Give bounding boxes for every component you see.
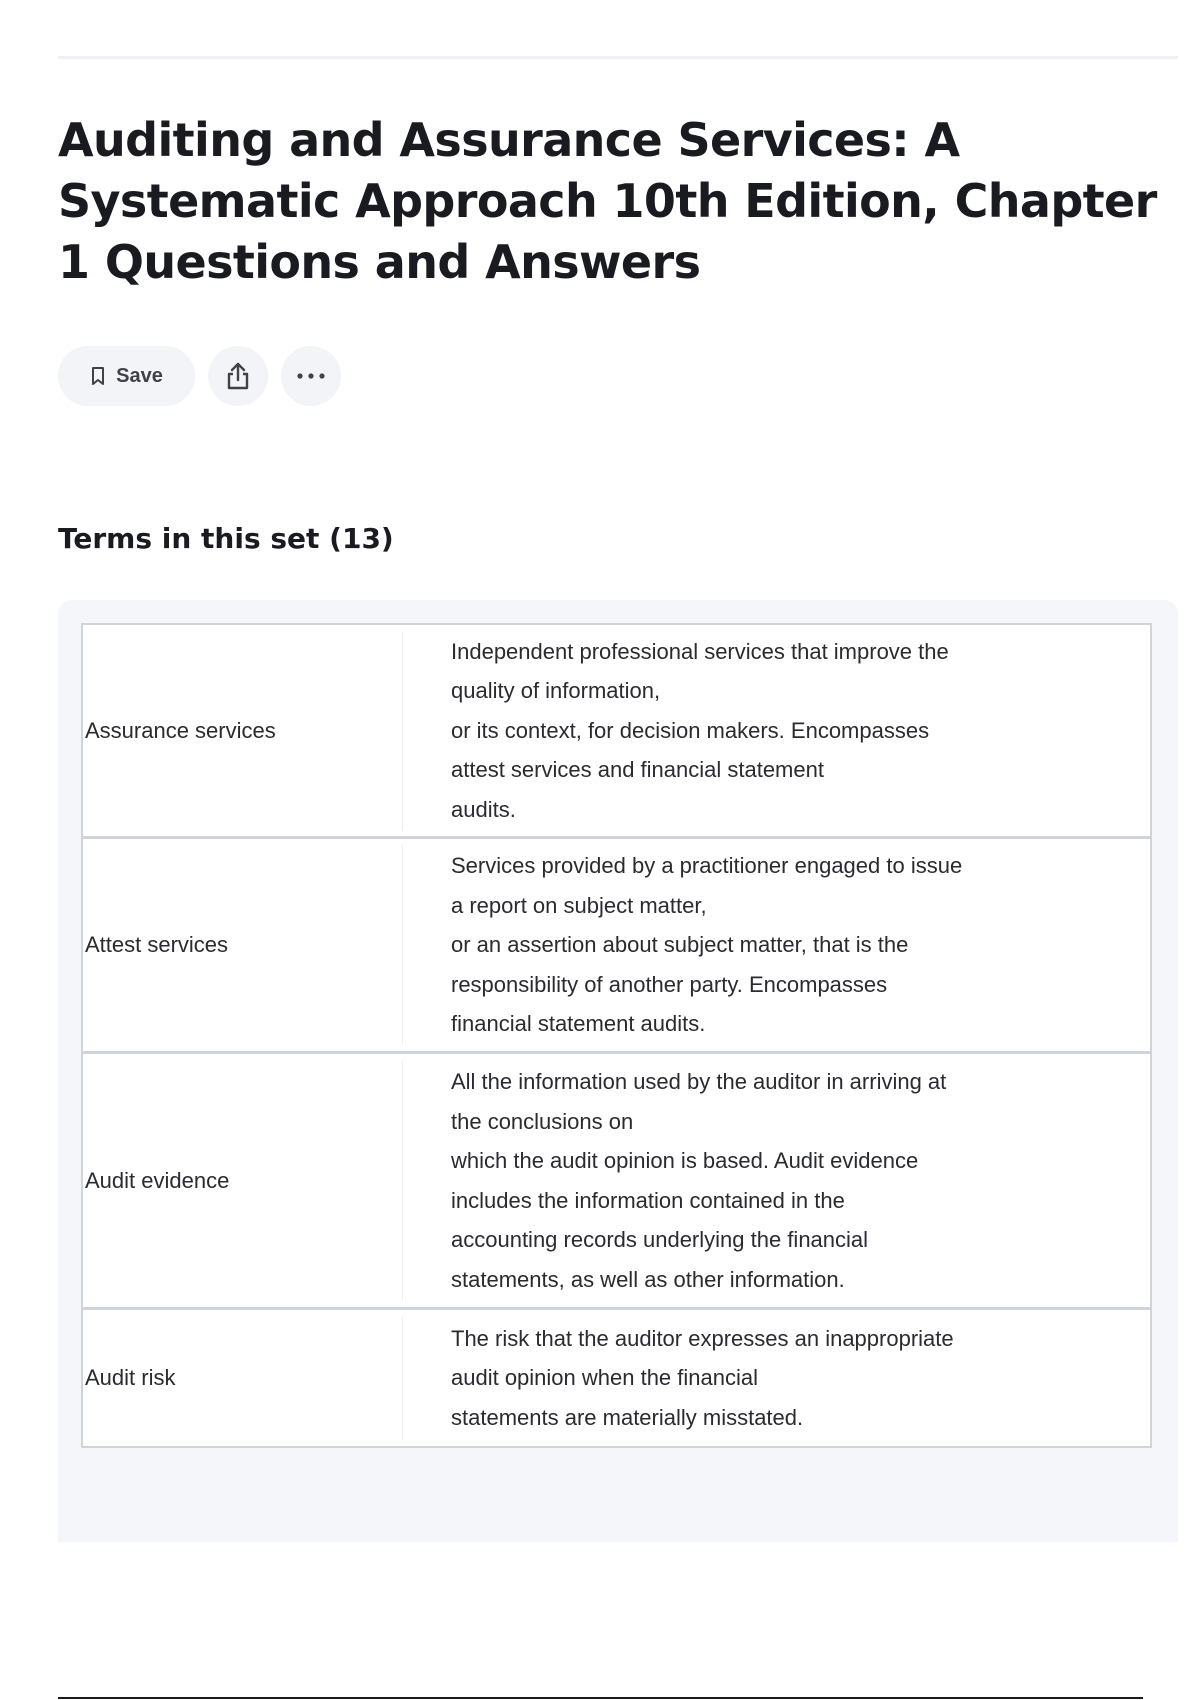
term-row	[83, 1054, 1150, 1310]
definition-line: All the information used by the auditor in arriving at	[451, 1069, 947, 1094]
definition-line: the conclusions on	[451, 1108, 634, 1134]
term-row	[83, 625, 1150, 839]
terms-heading: Terms in this set (13)	[58, 522, 394, 555]
definition-line: includes the information contained in the	[451, 1187, 845, 1213]
definition-cell	[403, 1054, 1150, 1307]
definition-line: The risk that the auditor expresses an inappropriate	[451, 1325, 954, 1351]
term-text: Audit evidence	[83, 1060, 403, 1301]
definition-line: or its context, for decision makers. Encompasses	[451, 717, 930, 743]
term-text: Attest services	[83, 845, 403, 1045]
definition-text	[451, 1319, 954, 1438]
definition-text	[451, 846, 962, 1044]
action-bar	[58, 346, 341, 406]
definition-line: which the audit opinion is based. Audit evidence	[451, 1148, 919, 1173]
save-button[interactable]	[58, 346, 195, 406]
terms-panel	[58, 600, 1178, 1542]
definition-line: responsibility of another party. Encompasses	[451, 971, 888, 997]
definition-line: or an assertion about subject matter, that is the	[451, 932, 909, 958]
definition-cell	[403, 625, 1150, 836]
term-text: Assurance services	[83, 631, 403, 830]
term-text: Audit risk	[83, 1316, 403, 1440]
page-title: Auditing and Assurance Services: A Systematic Approach 10th Edition, Chapter 1 Questions and Answers	[58, 113, 1157, 289]
definition-line: Independent professional services that improve the	[451, 638, 949, 664]
bookmark-icon	[90, 366, 106, 386]
definition-cell	[403, 839, 1150, 1051]
definition-cell	[403, 1310, 1150, 1446]
definition-text	[451, 1062, 946, 1299]
more-icon	[296, 372, 326, 380]
definition-line: Services provided by a practitioner engaged to issue	[451, 853, 963, 879]
top-divider	[58, 56, 1178, 59]
term-row	[83, 839, 1150, 1054]
terms-table	[81, 623, 1152, 1448]
share-icon	[224, 361, 252, 391]
definition-line: quality of information,	[451, 678, 661, 704]
definition-text	[451, 632, 949, 830]
definition-line: audits.	[451, 796, 516, 822]
definition-line: financial statement audits.	[451, 1011, 706, 1037]
bottom-divider	[58, 1697, 1143, 1699]
save-label: Save	[116, 364, 163, 387]
more-options-button[interactable]	[281, 346, 341, 406]
definition-line: attest services and financial statement	[451, 757, 824, 783]
definition-line: audit opinion when the financial	[451, 1365, 759, 1391]
definition-line: a report on subject matter,	[451, 892, 707, 918]
term-row	[83, 1310, 1150, 1446]
definition-line: statements, as well as other information.	[451, 1266, 845, 1292]
share-button[interactable]	[208, 346, 268, 406]
definition-line: statements are materially misstated.	[451, 1404, 804, 1430]
definition-line: accounting records underlying the financial	[451, 1227, 869, 1252]
